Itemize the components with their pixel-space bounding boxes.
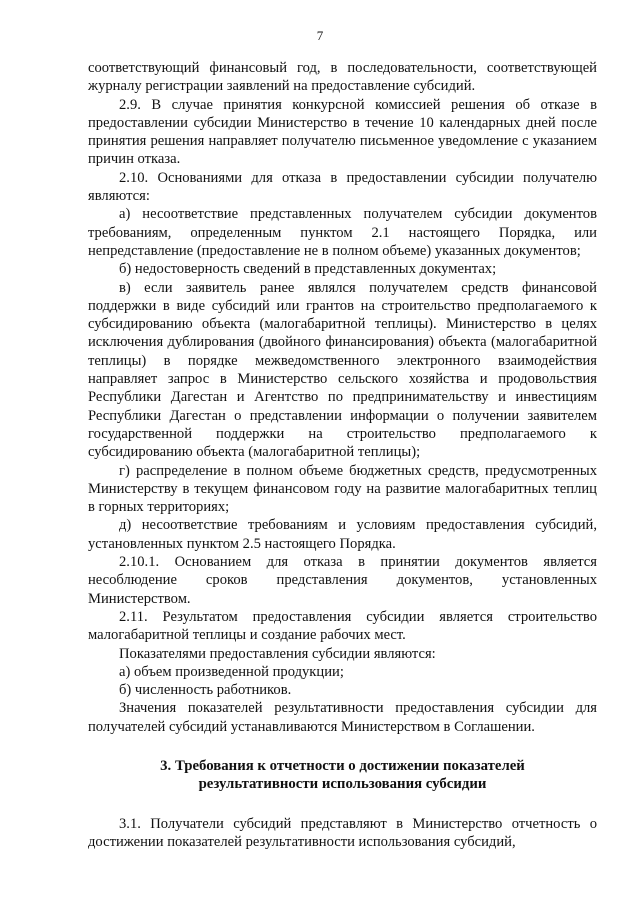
paragraph: в) если заявитель ранее являлся получателем средств финансовой поддержки в виде субсидий или грантов на строительство предполагаемого к субсидированию объекта (малогабаритной теплицы). Министерство в целях исключения дублирования (двойного финансирования) объекта (малогабаритной теплицы) в порядке межведомственного электронного взаимодействия направляет запрос в Министерство сельского хозяйства и продовольствия Республики Дагестан и Агентство по предпринимательству и инвестициям Республики Дагестан о представлении информации о получении заявителем государственной поддержки на строительство предполагаемого к субсидированию объекта (малогабаритной теплицы); (88, 279, 597, 461)
paragraph: 2.9. В случае принятия конкурсной комиссией решения об отказе в предоставлении субсидии Министерство в течение 10 календарных дней после принятия решения направляет получателю письменное уведомление с указанием причин отказа. (88, 96, 597, 168)
document-body (88, 59, 597, 851)
page-number: 7 (316, 28, 324, 43)
section-heading (88, 757, 597, 794)
paragraph: г) распределение в полном объеме бюджетных средств, предусмотренных Министерству в текущем финансовом году на развитие малогабаритных теплиц в горных территориях; (88, 462, 597, 516)
paragraph: 3.1. Получатели субсидий представляют в Министерство отчетность о достижении показателей результативности использования субсидий, (88, 815, 597, 850)
section-heading-line: 3. Требования к отчетности о достижении показателей (160, 757, 525, 774)
paragraph: Показателями предоставления субсидии являются: (119, 645, 436, 662)
paragraph: 2.10. Основаниями для отказа в предоставлении субсидии получателю являются: (88, 169, 597, 205)
paragraph: а) несоответствие представленных получателем субсидии документов требованиям, определенным пунктом 2.1 настоящего Порядка, или непредставление (предоставление не в полном объеме) указанных документов; (88, 206, 597, 259)
paragraph: соответствующий финансовый год, в последовательности, соответствующей журналу регистрации заявлений на предоставление субсидий. (88, 60, 597, 95)
paragraph: б) недостоверность сведений в представленных документах; (119, 261, 497, 278)
paragraph: д) несоответствие требованиям и условиям предоставления субсидий, установленных пунктом 2.5 настоящего Порядка. (88, 517, 597, 552)
paragraph: 2.11. Результатом предоставления субсидии является строительство малогабаритной теплицы и создание рабочих мест. (88, 608, 597, 644)
paragraph: б) численность работников. (119, 682, 292, 699)
paragraph: Значения показателей результативности предоставления субсидии для получателей субсидий устанавливаются Министерством в Соглашении. (88, 700, 597, 735)
section-heading-line: результативности использования субсидии (198, 776, 487, 793)
paragraph: 2.10.1. Основанием для отказа в принятии документов является несоблюдение сроков представления документов, установленных Министерством. (88, 554, 597, 607)
paragraph: а) объем произведенной продукции; (119, 663, 344, 680)
